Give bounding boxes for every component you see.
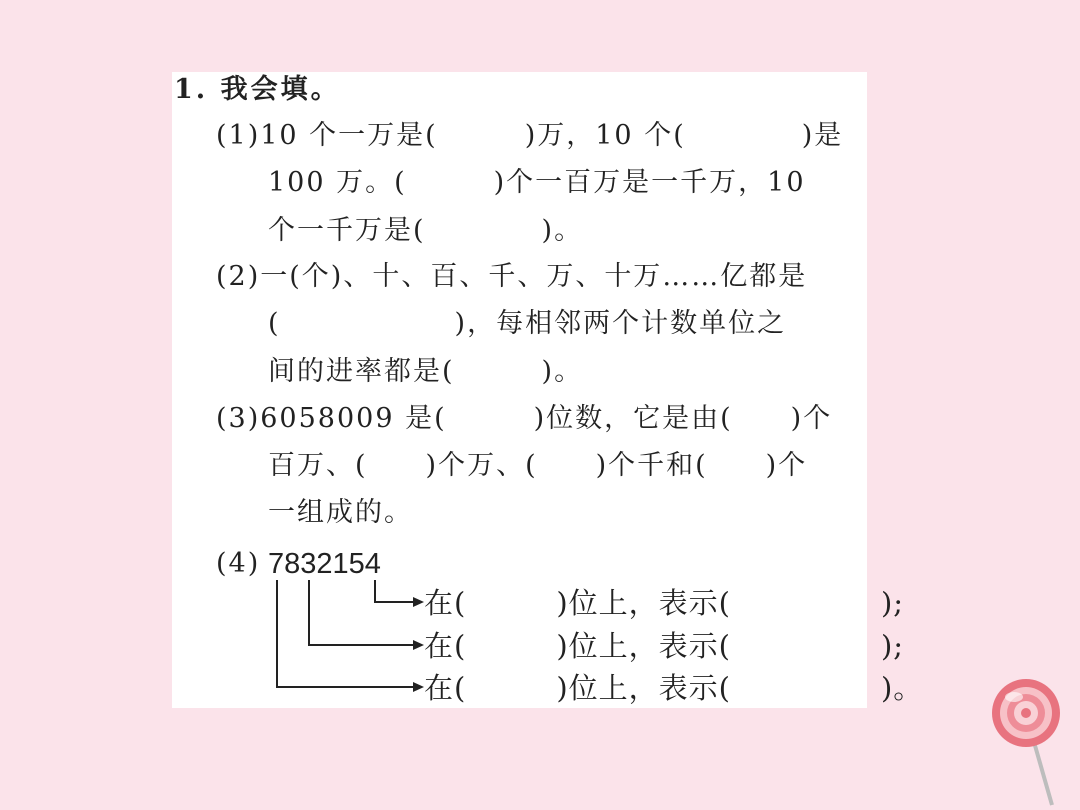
- arrow-head-3: [413, 682, 424, 692]
- q3-line-1: (3)6058009 是( )位数，它是由( )个: [216, 403, 833, 434]
- q1-line-3: 个一千万是( )。: [268, 215, 584, 246]
- q1-line-1: (1)10 个一万是( )万，10 个( )是: [216, 120, 844, 151]
- q1-line-2: 100 万。( )个一百万是一千万，10: [268, 167, 806, 198]
- q3-line-2: 百万、( )个万、( )个千和( )个: [268, 450, 808, 481]
- q2-line-3: 间的进率都是( )。: [268, 356, 584, 387]
- question-title: 1. 我会填。: [174, 74, 341, 105]
- arrow-line-3: [277, 580, 416, 687]
- q2-line-1: (2)一(个)、十、百、千、万、十万……亿都是: [216, 261, 808, 292]
- q4-label: (4): [216, 548, 261, 579]
- q4-number: 7832154: [268, 548, 381, 580]
- q4-answer-1: 在( )位上，表示( );: [424, 586, 905, 620]
- q3-line-3: 一组成的。: [268, 497, 413, 528]
- arrow-line-2: [309, 580, 416, 645]
- q4-answer-2: 在( )位上，表示( );: [424, 629, 905, 663]
- lollipop-icon: [990, 675, 1080, 810]
- arrow-head-1: [413, 597, 424, 607]
- q2-line-2: ( )，每相邻两个计数单位之: [268, 308, 787, 339]
- arrow-line-1: [375, 580, 416, 602]
- arrow-head-2: [413, 640, 424, 650]
- worksheet-card: [172, 72, 924, 708]
- q4-answer-3: 在( )位上，表示( )。: [424, 671, 924, 705]
